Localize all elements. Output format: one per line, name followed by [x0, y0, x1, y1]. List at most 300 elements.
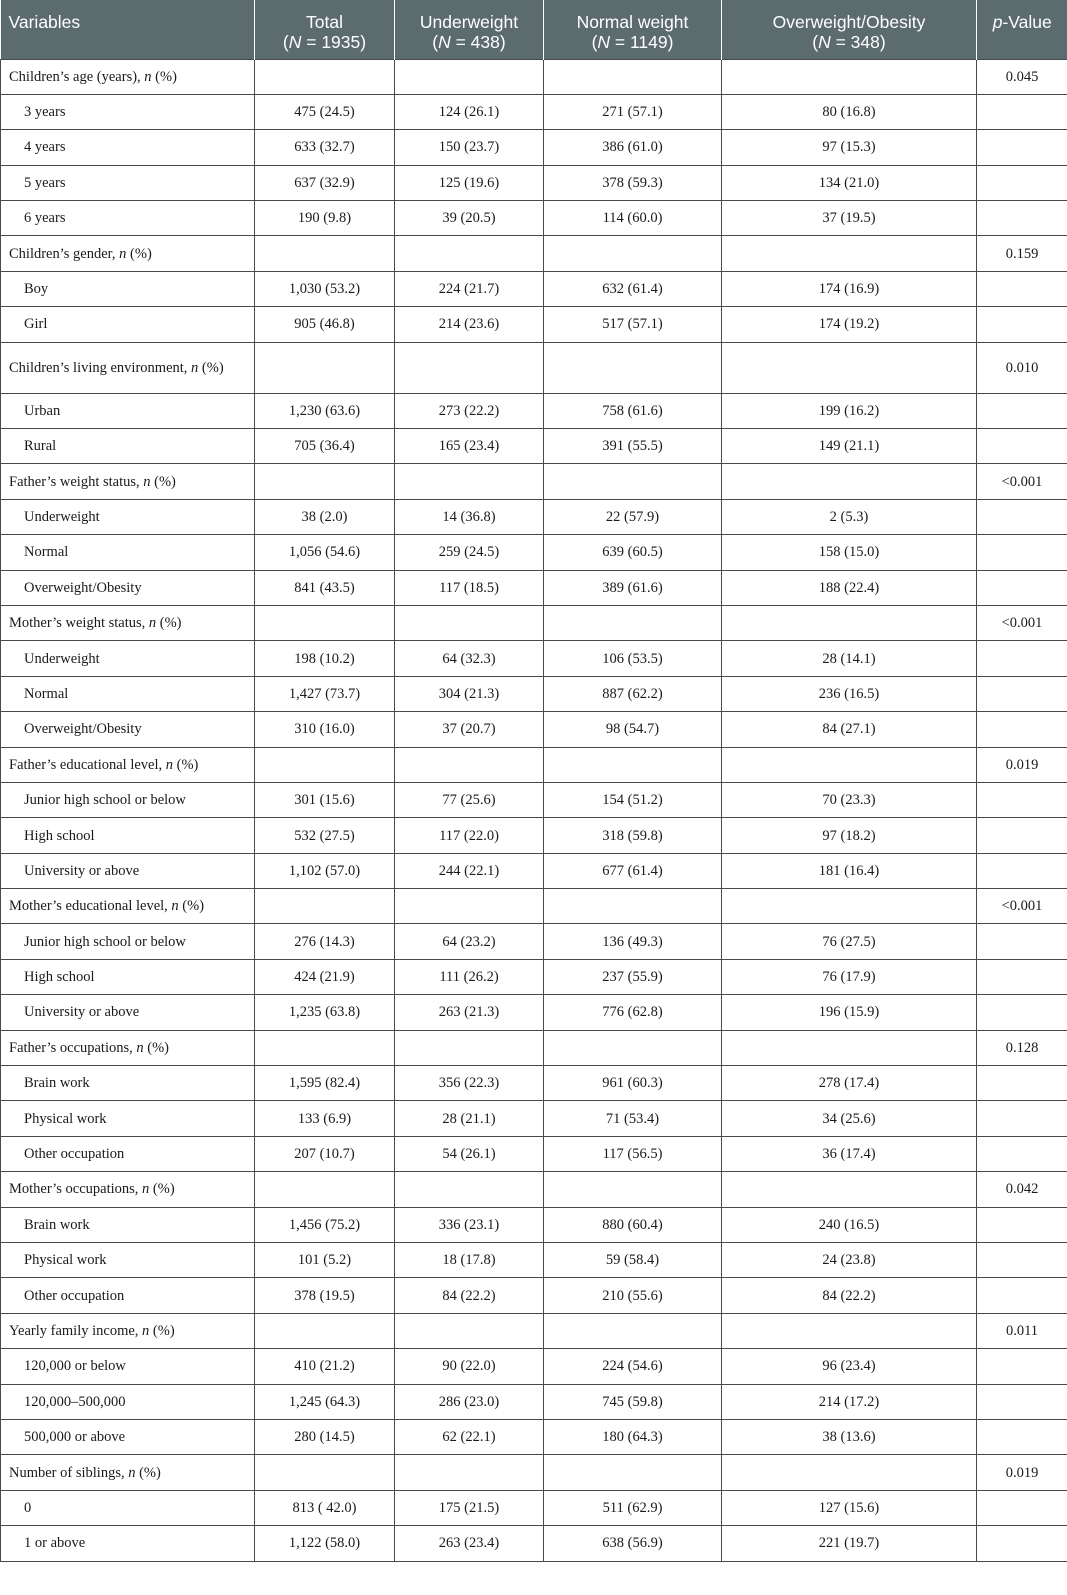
cell-overweight-obesity: 28 (14.1) — [722, 641, 977, 676]
cell-normal-weight: 880 (60.4) — [544, 1207, 722, 1242]
group-row — [1, 1313, 1067, 1348]
group-label: Mother’s weight status, n (%) — [1, 605, 255, 640]
empty-cell — [544, 889, 722, 924]
cell-overweight-obesity: 174 (16.9) — [722, 271, 977, 306]
cell-normal-weight: 318 (59.8) — [544, 818, 722, 853]
empty-cell — [722, 342, 977, 393]
cell-underweight: 356 (22.3) — [395, 1066, 544, 1101]
empty-cell — [395, 1455, 544, 1490]
cell-overweight-obesity: 196 (15.9) — [722, 995, 977, 1030]
empty-cell — [977, 1066, 1067, 1101]
cell-total: 1,595 (82.4) — [255, 1066, 395, 1101]
cell-total: 475 (24.5) — [255, 94, 395, 129]
empty-cell — [722, 889, 977, 924]
cell-overweight-obesity: 188 (22.4) — [722, 570, 977, 605]
empty-cell — [395, 1313, 544, 1348]
cell-total: 633 (32.7) — [255, 130, 395, 165]
cell-normal-weight: 106 (53.5) — [544, 641, 722, 676]
row-label: 500,000 or above — [1, 1419, 255, 1454]
cell-overweight-obesity: 80 (16.8) — [722, 94, 977, 129]
empty-cell — [255, 889, 395, 924]
empty-cell — [722, 464, 977, 499]
header-normal-weight — [544, 0, 722, 59]
cell-total: 1,245 (64.3) — [255, 1384, 395, 1419]
cell-total: 841 (43.5) — [255, 570, 395, 605]
group-row — [1, 1172, 1067, 1207]
cell-normal-weight: 224 (54.6) — [544, 1349, 722, 1384]
table-row — [1, 1066, 1067, 1101]
empty-cell — [977, 1349, 1067, 1384]
cell-total: 133 (6.9) — [255, 1101, 395, 1136]
empty-cell — [395, 605, 544, 640]
header-label: Total — [306, 12, 343, 32]
table-row — [1, 1101, 1067, 1136]
empty-cell — [544, 236, 722, 271]
row-label: 3 years — [1, 94, 255, 129]
row-label: Brain work — [1, 1066, 255, 1101]
empty-cell — [977, 1526, 1067, 1561]
cell-overweight-obesity: 36 (17.4) — [722, 1136, 977, 1171]
cell-total: 310 (16.0) — [255, 712, 395, 747]
empty-cell — [544, 1455, 722, 1490]
row-label: 4 years — [1, 130, 255, 165]
empty-cell — [544, 464, 722, 499]
group-row — [1, 1455, 1067, 1490]
group-label: Children’s age (years), n (%) — [1, 59, 255, 94]
cell-overweight-obesity: 240 (16.5) — [722, 1207, 977, 1242]
row-label: Girl — [1, 307, 255, 342]
p-value: 0.045 — [977, 59, 1067, 94]
p-value: <0.001 — [977, 464, 1067, 499]
cell-total: 276 (14.3) — [255, 924, 395, 959]
row-label: 120,000 or below — [1, 1349, 255, 1384]
cell-underweight: 14 (36.8) — [395, 499, 544, 534]
empty-cell — [544, 1313, 722, 1348]
cell-underweight: 18 (17.8) — [395, 1243, 544, 1278]
row-label: Junior high school or below — [1, 924, 255, 959]
p-value: 0.042 — [977, 1172, 1067, 1207]
empty-cell — [395, 59, 544, 94]
empty-cell — [977, 782, 1067, 817]
group-row — [1, 236, 1067, 271]
empty-cell — [977, 201, 1067, 236]
cell-normal-weight: 745 (59.8) — [544, 1384, 722, 1419]
cell-total: 301 (15.6) — [255, 782, 395, 817]
cell-normal-weight: 961 (60.3) — [544, 1066, 722, 1101]
group-row — [1, 605, 1067, 640]
table-row — [1, 1419, 1067, 1454]
table-row — [1, 995, 1067, 1030]
cell-normal-weight: 677 (61.4) — [544, 853, 722, 888]
row-label: Boy — [1, 271, 255, 306]
empty-cell — [255, 605, 395, 640]
row-label: 1 or above — [1, 1526, 255, 1561]
empty-cell — [722, 1313, 977, 1348]
empty-cell — [255, 59, 395, 94]
table-row — [1, 818, 1067, 853]
table-row — [1, 853, 1067, 888]
cell-underweight: 304 (21.3) — [395, 676, 544, 711]
cell-underweight: 263 (23.4) — [395, 1526, 544, 1561]
row-label: 0 — [1, 1490, 255, 1525]
cell-underweight: 336 (23.1) — [395, 1207, 544, 1242]
row-label: University or above — [1, 853, 255, 888]
cell-normal-weight: 136 (49.3) — [544, 924, 722, 959]
cell-underweight: 39 (20.5) — [395, 201, 544, 236]
cell-overweight-obesity: 221 (19.7) — [722, 1526, 977, 1561]
cell-total: 190 (9.8) — [255, 201, 395, 236]
row-label: High school — [1, 959, 255, 994]
cell-total: 905 (46.8) — [255, 307, 395, 342]
cell-normal-weight: 639 (60.5) — [544, 535, 722, 570]
cell-normal-weight: 271 (57.1) — [544, 94, 722, 129]
row-label: University or above — [1, 995, 255, 1030]
table-row — [1, 130, 1067, 165]
cell-normal-weight: 22 (57.9) — [544, 499, 722, 534]
table-row — [1, 959, 1067, 994]
empty-cell — [977, 1207, 1067, 1242]
group-label: Mother’s occupations, n (%) — [1, 1172, 255, 1207]
cell-normal-weight: 887 (62.2) — [544, 676, 722, 711]
header-row — [1, 0, 1067, 59]
empty-cell — [544, 605, 722, 640]
cell-overweight-obesity: 84 (27.1) — [722, 712, 977, 747]
empty-cell — [395, 889, 544, 924]
empty-cell — [977, 641, 1067, 676]
cell-total: 1,235 (63.8) — [255, 995, 395, 1030]
cell-normal-weight: 59 (58.4) — [544, 1243, 722, 1278]
cell-normal-weight: 776 (62.8) — [544, 995, 722, 1030]
header-count: (N = 438) — [432, 32, 506, 52]
empty-cell — [395, 464, 544, 499]
table-row — [1, 1136, 1067, 1171]
empty-cell — [977, 712, 1067, 747]
p-value: <0.001 — [977, 889, 1067, 924]
header-label: Variables — [8, 12, 81, 32]
p-value: 0.159 — [977, 236, 1067, 271]
cell-normal-weight: 117 (56.5) — [544, 1136, 722, 1171]
empty-cell — [977, 94, 1067, 129]
cell-total: 101 (5.2) — [255, 1243, 395, 1278]
cell-overweight-obesity: 24 (23.8) — [722, 1243, 977, 1278]
group-row — [1, 747, 1067, 782]
cell-normal-weight: 71 (53.4) — [544, 1101, 722, 1136]
empty-cell — [977, 1384, 1067, 1419]
cell-overweight-obesity: 199 (16.2) — [722, 393, 977, 428]
cell-normal-weight: 180 (64.3) — [544, 1419, 722, 1454]
table-row — [1, 1278, 1067, 1313]
cell-overweight-obesity: 84 (22.2) — [722, 1278, 977, 1313]
empty-cell — [977, 959, 1067, 994]
cell-normal-weight: 517 (57.1) — [544, 307, 722, 342]
cell-normal-weight: 210 (55.6) — [544, 1278, 722, 1313]
empty-cell — [395, 236, 544, 271]
empty-cell — [255, 1313, 395, 1348]
empty-cell — [977, 393, 1067, 428]
header-overweight-obesity — [722, 0, 977, 59]
empty-cell — [722, 59, 977, 94]
table-body — [1, 59, 1067, 1561]
empty-cell — [255, 747, 395, 782]
cell-underweight: 64 (32.3) — [395, 641, 544, 676]
cell-total: 1,456 (75.2) — [255, 1207, 395, 1242]
p-value: 0.019 — [977, 747, 1067, 782]
cell-normal-weight: 114 (60.0) — [544, 201, 722, 236]
table-row — [1, 924, 1067, 959]
cell-normal-weight: 511 (62.9) — [544, 1490, 722, 1525]
p-value: 0.019 — [977, 1455, 1067, 1490]
table-row — [1, 570, 1067, 605]
row-label: Brain work — [1, 1207, 255, 1242]
group-row — [1, 342, 1067, 393]
cell-normal-weight: 632 (61.4) — [544, 271, 722, 306]
group-row — [1, 59, 1067, 94]
group-row — [1, 464, 1067, 499]
cell-normal-weight: 154 (51.2) — [544, 782, 722, 817]
cell-overweight-obesity: 76 (17.9) — [722, 959, 977, 994]
cell-total: 532 (27.5) — [255, 818, 395, 853]
header-count: (N = 348) — [812, 32, 886, 52]
empty-cell — [255, 1030, 395, 1065]
empty-cell — [977, 307, 1067, 342]
empty-cell — [544, 59, 722, 94]
row-label: Junior high school or below — [1, 782, 255, 817]
cell-underweight: 286 (23.0) — [395, 1384, 544, 1419]
table-row — [1, 201, 1067, 236]
cell-overweight-obesity: 34 (25.6) — [722, 1101, 977, 1136]
table-row — [1, 641, 1067, 676]
cell-overweight-obesity: 97 (18.2) — [722, 818, 977, 853]
cell-overweight-obesity: 181 (16.4) — [722, 853, 977, 888]
cell-total: 1,056 (54.6) — [255, 535, 395, 570]
table-header — [1, 0, 1067, 59]
header-total — [255, 0, 395, 59]
cell-normal-weight: 237 (55.9) — [544, 959, 722, 994]
cell-total: 813 ( 42.0) — [255, 1490, 395, 1525]
cell-underweight: 263 (21.3) — [395, 995, 544, 1030]
table-row — [1, 393, 1067, 428]
row-label: Normal — [1, 676, 255, 711]
cell-overweight-obesity: 38 (13.6) — [722, 1419, 977, 1454]
row-label: Underweight — [1, 499, 255, 534]
table-row — [1, 1490, 1067, 1525]
empty-cell — [722, 236, 977, 271]
cell-overweight-obesity: 37 (19.5) — [722, 201, 977, 236]
table-row — [1, 1243, 1067, 1278]
empty-cell — [977, 535, 1067, 570]
empty-cell — [977, 130, 1067, 165]
empty-cell — [255, 1455, 395, 1490]
cell-normal-weight: 758 (61.6) — [544, 393, 722, 428]
cell-total: 1,030 (53.2) — [255, 271, 395, 306]
cell-underweight: 150 (23.7) — [395, 130, 544, 165]
cell-underweight: 28 (21.1) — [395, 1101, 544, 1136]
cell-overweight-obesity: 236 (16.5) — [722, 676, 977, 711]
cell-normal-weight: 638 (56.9) — [544, 1526, 722, 1561]
empty-cell — [255, 236, 395, 271]
cell-normal-weight: 391 (55.5) — [544, 429, 722, 464]
cell-total: 1,230 (63.6) — [255, 393, 395, 428]
header-underweight — [395, 0, 544, 59]
table-row — [1, 499, 1067, 534]
cell-underweight: 84 (22.2) — [395, 1278, 544, 1313]
cell-overweight-obesity: 149 (21.1) — [722, 429, 977, 464]
cell-total: 207 (10.7) — [255, 1136, 395, 1171]
cell-underweight: 117 (22.0) — [395, 818, 544, 853]
group-label: Number of siblings, n (%) — [1, 1455, 255, 1490]
cell-overweight-obesity: 2 (5.3) — [722, 499, 977, 534]
row-label: Underweight — [1, 641, 255, 676]
cell-overweight-obesity: 134 (21.0) — [722, 165, 977, 200]
empty-cell — [977, 499, 1067, 534]
empty-cell — [977, 165, 1067, 200]
row-label: Physical work — [1, 1243, 255, 1278]
cell-underweight: 62 (22.1) — [395, 1419, 544, 1454]
cell-underweight: 37 (20.7) — [395, 712, 544, 747]
group-row — [1, 889, 1067, 924]
p-value: 0.011 — [977, 1313, 1067, 1348]
empty-cell — [722, 747, 977, 782]
header-label: Normal weight — [576, 12, 689, 32]
empty-cell — [977, 1490, 1067, 1525]
header-count: (N = 1935) — [282, 32, 367, 52]
cell-normal-weight: 386 (61.0) — [544, 130, 722, 165]
row-label: Other occupation — [1, 1136, 255, 1171]
cell-underweight: 244 (22.1) — [395, 853, 544, 888]
row-label: High school — [1, 818, 255, 853]
table-row — [1, 1526, 1067, 1561]
cell-total: 1,122 (58.0) — [255, 1526, 395, 1561]
table-row — [1, 1349, 1067, 1384]
row-label: 120,000–500,000 — [1, 1384, 255, 1419]
cell-overweight-obesity: 76 (27.5) — [722, 924, 977, 959]
row-label: Physical work — [1, 1101, 255, 1136]
empty-cell — [977, 1243, 1067, 1278]
cell-total: 1,102 (57.0) — [255, 853, 395, 888]
empty-cell — [395, 1172, 544, 1207]
table-row — [1, 712, 1067, 747]
cell-underweight: 117 (18.5) — [395, 570, 544, 605]
table-row — [1, 271, 1067, 306]
empty-cell — [977, 995, 1067, 1030]
table-row — [1, 165, 1067, 200]
row-label: Overweight/Obesity — [1, 570, 255, 605]
group-label: Children’s gender, n (%) — [1, 236, 255, 271]
row-label: Rural — [1, 429, 255, 464]
cell-overweight-obesity: 174 (19.2) — [722, 307, 977, 342]
empty-cell — [977, 570, 1067, 605]
cell-underweight: 175 (21.5) — [395, 1490, 544, 1525]
cell-normal-weight: 98 (54.7) — [544, 712, 722, 747]
cell-total: 1,427 (73.7) — [255, 676, 395, 711]
row-label: Normal — [1, 535, 255, 570]
p-value: 0.010 — [977, 342, 1067, 393]
header-label: Overweight/Obesity — [772, 12, 926, 32]
cell-total: 378 (19.5) — [255, 1278, 395, 1313]
p-value: <0.001 — [977, 605, 1067, 640]
cell-overweight-obesity: 127 (15.6) — [722, 1490, 977, 1525]
empty-cell — [722, 1030, 977, 1065]
empty-cell — [977, 429, 1067, 464]
cell-overweight-obesity: 214 (17.2) — [722, 1384, 977, 1419]
empty-cell — [977, 1101, 1067, 1136]
row-label: Urban — [1, 393, 255, 428]
empty-cell — [544, 747, 722, 782]
cell-normal-weight: 378 (59.3) — [544, 165, 722, 200]
empty-cell — [395, 1030, 544, 1065]
group-label: Father’s occupations, n (%) — [1, 1030, 255, 1065]
cell-underweight: 64 (23.2) — [395, 924, 544, 959]
cell-overweight-obesity: 278 (17.4) — [722, 1066, 977, 1101]
table-row — [1, 1207, 1067, 1242]
empty-cell — [722, 1172, 977, 1207]
cell-overweight-obesity: 158 (15.0) — [722, 535, 977, 570]
cell-underweight: 77 (25.6) — [395, 782, 544, 817]
table-row — [1, 307, 1067, 342]
empty-cell — [722, 1455, 977, 1490]
empty-cell — [977, 924, 1067, 959]
empty-cell — [977, 853, 1067, 888]
row-label: Overweight/Obesity — [1, 712, 255, 747]
table-row — [1, 429, 1067, 464]
p-value: 0.128 — [977, 1030, 1067, 1065]
table-row — [1, 1384, 1067, 1419]
cell-total: 637 (32.9) — [255, 165, 395, 200]
cell-underweight: 125 (19.6) — [395, 165, 544, 200]
empty-cell — [722, 605, 977, 640]
group-label: Mother’s educational level, n (%) — [1, 889, 255, 924]
row-label: 5 years — [1, 165, 255, 200]
cell-total: 198 (10.2) — [255, 641, 395, 676]
header-variables — [1, 0, 255, 59]
empty-cell — [544, 342, 722, 393]
cell-underweight: 259 (24.5) — [395, 535, 544, 570]
header-count: (N = 1149) — [591, 32, 674, 52]
table-row — [1, 782, 1067, 817]
empty-cell — [395, 342, 544, 393]
row-label: Other occupation — [1, 1278, 255, 1313]
cell-overweight-obesity: 97 (15.3) — [722, 130, 977, 165]
group-label: Yearly family income, n (%) — [1, 1313, 255, 1348]
cell-underweight: 124 (26.1) — [395, 94, 544, 129]
row-label: 6 years — [1, 201, 255, 236]
cell-underweight: 54 (26.1) — [395, 1136, 544, 1171]
empty-cell — [977, 1278, 1067, 1313]
empty-cell — [977, 1419, 1067, 1454]
cell-overweight-obesity: 70 (23.3) — [722, 782, 977, 817]
empty-cell — [255, 1172, 395, 1207]
header-label: p-Value — [992, 12, 1052, 32]
cell-underweight: 111 (26.2) — [395, 959, 544, 994]
cell-underweight: 90 (22.0) — [395, 1349, 544, 1384]
cell-overweight-obesity: 96 (23.4) — [722, 1349, 977, 1384]
group-label: Father’s educational level, n (%) — [1, 747, 255, 782]
table-row — [1, 535, 1067, 570]
cell-total: 705 (36.4) — [255, 429, 395, 464]
header-p-value — [977, 0, 1067, 59]
cell-normal-weight: 389 (61.6) — [544, 570, 722, 605]
cell-total: 410 (21.2) — [255, 1349, 395, 1384]
table-row — [1, 94, 1067, 129]
empty-cell — [255, 464, 395, 499]
header-label: Underweight — [419, 12, 519, 32]
empty-cell — [544, 1172, 722, 1207]
cell-underweight: 214 (23.6) — [395, 307, 544, 342]
table-row — [1, 676, 1067, 711]
cell-underweight: 224 (21.7) — [395, 271, 544, 306]
cell-total: 38 (2.0) — [255, 499, 395, 534]
group-label: Children’s living environment, n (%) — [1, 342, 255, 393]
